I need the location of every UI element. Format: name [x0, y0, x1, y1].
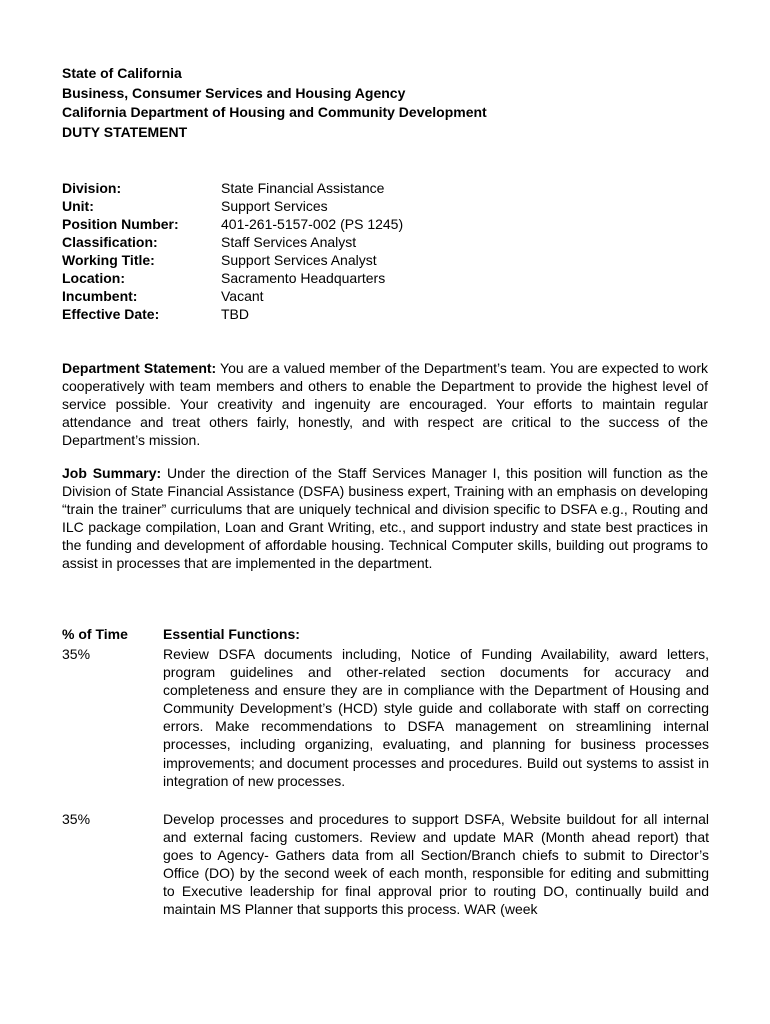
field-working-title	[62, 251, 712, 269]
field-value: Vacant	[221, 288, 264, 304]
field-incumbent	[62, 287, 712, 305]
field-label: Location:	[62, 270, 125, 286]
field-value: Sacramento Headquarters	[221, 270, 386, 286]
field-value: Support Services Analyst	[221, 252, 377, 268]
function-percent: 35%	[62, 811, 91, 827]
department-statement	[62, 360, 708, 450]
field-value: Support Services	[221, 198, 328, 214]
percent-of-time-heading: % of Time	[62, 626, 128, 642]
essential-functions-heading: Essential Functions:	[163, 626, 300, 642]
field-position-number	[62, 215, 712, 233]
field-label: Division:	[62, 180, 122, 196]
job-summary-label: Job Summary:	[62, 465, 162, 481]
field-value: Staff Services Analyst	[221, 234, 357, 250]
function-percent: 35%	[62, 646, 91, 662]
department-statement-text: You are a valued member of the Department’s team. You are expected to work cooperatively with team members and others to enable the Department to provide the highest level of service possible. Your creativity and ingenuity are encouraged. Your efforts to maintain regular attendance and treat others fairly, honestly, and with respect are critical to the success of the Department’s mission.	[62, 360, 709, 448]
field-location	[62, 269, 712, 287]
function-description: Review DSFA documents including, Notice of Funding Availability, award letters, program guidelines and other-related section documents for accuracy and completeness and ensure they are in compliance with the Department of Housing and Community Development’s (HCD) style guide and collaborate with staff on correcting errors. Make recommendations to DSFA management on streamlining internal processes, including organizing, evaluating, and planning for business processes improvements; and document processes and procedures. Build out systems to assist in integration of new processes.	[163, 646, 709, 789]
document-header	[62, 64, 712, 142]
job-summary-text: Under the direction of the Staff Services Manager I, this position will function as the Division of State Financial Assistance (DSFA) business expert, Training with an emphasis on developing “train the trainer” curriculums that are uniquely technical and division specific to DSFA e.g., Routing and ILC package compilation, Loan and Grant Writing, etc., and support industry and state best practices in the funding and development of affordable housing. Technical Computer skills, building out programs to assist in processes that are implemented in the department.	[62, 465, 708, 571]
document-title: DUTY STATEMENT	[62, 123, 188, 140]
field-value: TBD	[221, 306, 249, 322]
field-unit	[62, 197, 712, 215]
function-description: Develop processes and procedures to support DSFA, Website buildout for all internal and external facing customers. Review and update MAR (Month ahead report) that goes to Agency- Gathers data from all Section/Branch chiefs to submit to Director’s Office (DO) by the second week of each month, responsible for editing and submitting to Executive leadership for final approval prior to routing DO, continually build and maintain MS Planner that supports this process. WAR (week	[163, 811, 709, 918]
position-fields	[62, 179, 712, 323]
field-label: Incumbent:	[62, 288, 138, 304]
agency-name: Business, Consumer Services and Housing Agency	[62, 84, 406, 101]
state-name: State of California	[62, 65, 182, 81]
field-label: Classification:	[62, 234, 158, 250]
field-label: Unit:	[62, 198, 94, 214]
field-label: Position Number:	[62, 216, 179, 232]
department-statement-label: Department Statement:	[62, 360, 217, 376]
field-value: State Financial Assistance	[221, 180, 385, 196]
field-classification	[62, 233, 712, 251]
field-value: 401-261-5157-002 (PS 1245)	[221, 216, 404, 232]
job-summary	[62, 465, 708, 572]
field-division	[62, 179, 712, 197]
department-name: California Department of Housing and Community Development	[62, 104, 487, 120]
field-label: Working Title:	[62, 252, 155, 268]
field-label: Effective Date:	[62, 306, 160, 322]
field-effective-date	[62, 305, 712, 323]
